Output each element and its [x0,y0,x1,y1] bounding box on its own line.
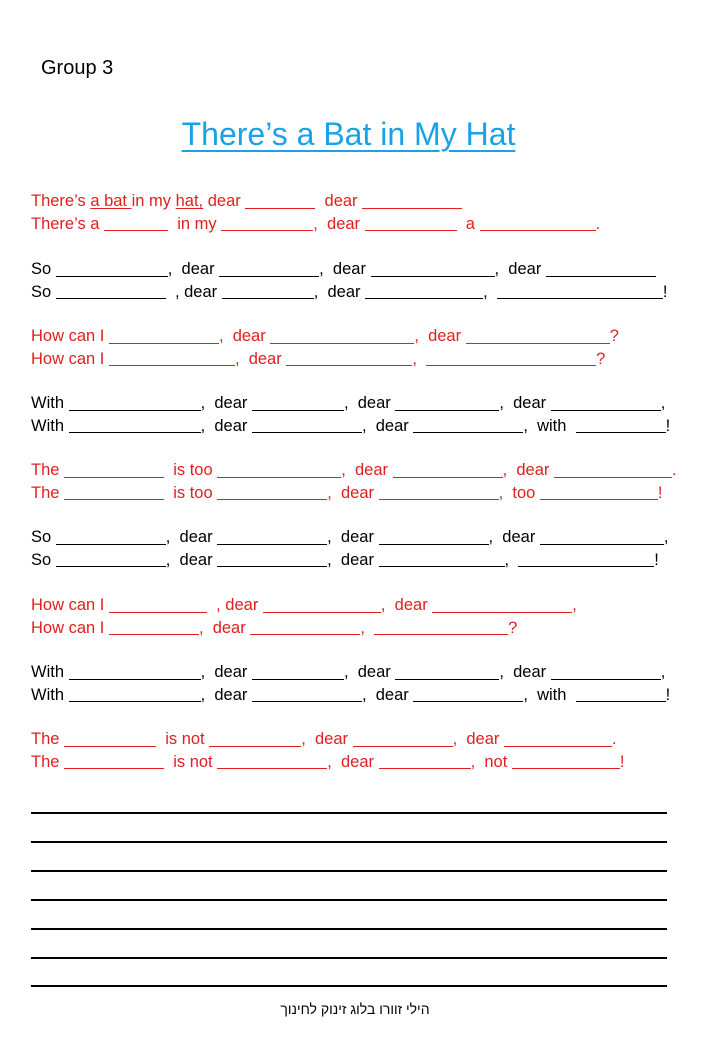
stanza [31,459,691,504]
poem-line [31,684,691,707]
fill-in-blank[interactable] [109,617,199,635]
line-text: , [360,618,375,637]
line-text: a [456,214,480,233]
line-text: , dear [327,752,379,771]
poem-line [31,348,691,371]
writing-line[interactable] [31,812,667,814]
fill-in-blank[interactable] [270,326,414,344]
fill-in-blank[interactable] [252,684,362,702]
line-text: ? [609,327,619,345]
line-text: ? [596,349,606,368]
line-text: , dear [200,685,252,704]
stanza [31,661,691,706]
line-text: , dear [165,282,222,301]
fill-in-blank[interactable] [379,482,499,500]
line-text: With [31,394,69,412]
line-text: , dear [502,461,554,479]
fill-in-blank[interactable] [480,213,596,231]
poem-line [31,213,691,236]
poem-line [31,258,691,281]
line-text: , dear [327,550,379,569]
line-text: , dear [494,260,546,278]
line-text: ! [654,550,659,569]
fill-in-blank[interactable] [56,259,168,277]
fill-in-blank[interactable] [263,595,381,613]
fill-in-blank[interactable] [546,259,656,277]
stanza [31,258,691,303]
line-text: , dear [341,461,393,479]
line-text: So [31,528,56,546]
fill-in-blank[interactable] [512,751,620,769]
line-text: , dear [218,327,271,345]
poem-line [31,549,691,572]
line-text: ! [665,685,671,704]
writing-line[interactable] [31,870,667,872]
line-text: , [663,528,669,546]
line-text: , dear [313,214,365,233]
line-text: ! [665,416,671,435]
fill-in-blank[interactable] [69,415,201,433]
fill-in-blank[interactable] [379,527,489,545]
line-text: The [31,730,65,748]
fill-in-blank[interactable] [362,191,462,209]
line-text: is not [156,730,210,748]
fill-in-blank[interactable] [353,729,453,747]
underlined-word: hat, [175,192,204,210]
fill-in-blank[interactable] [413,415,523,433]
line-text: , [572,596,577,614]
line-text: in my [168,214,222,233]
fill-in-blank[interactable] [540,482,658,500]
line-text: How can I [31,327,109,345]
fill-in-blank[interactable] [219,259,319,277]
fill-in-blank[interactable] [395,393,499,411]
poem-line [31,325,691,348]
line-text: ? [508,618,518,637]
line-text: , [660,394,666,412]
line-text: , dear [206,596,263,614]
fill-in-blank[interactable] [222,281,314,299]
fill-in-blank[interactable] [466,326,610,344]
poem-line [31,617,691,640]
line-text: , dear [200,663,252,681]
line-text: , dear [488,528,540,546]
fill-in-blank[interactable] [56,527,166,545]
stanza [31,392,691,437]
fill-in-blank[interactable] [576,684,666,702]
line-text: . [671,461,677,479]
line-text: , [412,349,427,368]
fill-in-blank[interactable] [69,662,201,680]
fill-in-blank[interactable] [374,617,508,635]
poem-line [31,415,691,438]
line-text: With [31,685,69,704]
fill-in-blank[interactable] [497,281,663,299]
worksheet-title: There’s a Bat in My Hat [181,116,516,152]
writing-line[interactable] [31,899,667,901]
underlined-word: a bat [90,192,132,210]
fill-in-blank[interactable] [371,259,495,277]
line-text: , dear [452,730,504,748]
fill-in-blank[interactable] [379,549,505,567]
fill-in-blank[interactable] [365,213,457,231]
line-text: in my [131,192,176,210]
fill-in-blank[interactable] [221,213,313,231]
line-text: . [595,214,601,233]
line-text: , dear [165,528,218,546]
stanza [31,325,691,370]
writing-line[interactable] [31,985,667,987]
poem-line [31,594,691,617]
line-text: , dear [380,596,433,614]
fill-in-blank[interactable] [217,527,327,545]
poem-line [31,482,691,505]
line-text: , dear [343,394,396,412]
fill-in-blank[interactable] [69,393,201,411]
line-text: So [31,260,56,278]
line-text: With [31,416,69,435]
line-text: How can I [31,618,109,637]
writing-line[interactable] [31,928,667,930]
line-text: ! [619,752,625,771]
line-text: The [31,752,65,771]
line-text: There’s [31,192,91,210]
group-label: Group 3 [41,57,114,79]
writing-line[interactable] [31,957,667,959]
line-text: , [504,550,519,569]
fill-in-blank[interactable] [209,729,301,747]
fill-in-blank[interactable] [252,393,344,411]
line-text: , dear [200,416,252,435]
fill-in-blank[interactable] [217,751,327,769]
fill-in-blank[interactable] [286,348,412,366]
fill-in-blank[interactable] [518,549,654,567]
fill-in-blank[interactable] [56,549,166,567]
line-text: , dear [361,416,414,435]
line-text: dear [203,192,246,210]
fill-in-blank[interactable] [576,415,666,433]
line-text: , dear [200,394,252,412]
footer-credit: הילי זוורו בלוג זינוק לחינוך [280,1001,430,1017]
fill-in-blank[interactable] [217,549,327,567]
fill-in-blank[interactable] [379,751,471,769]
poem-line [31,392,691,415]
fill-in-blank[interactable] [554,460,672,478]
fill-in-blank[interactable] [109,348,235,366]
fill-in-blank[interactable] [395,662,499,680]
line-text: There’s a [31,214,105,233]
poem-line [31,526,691,549]
fill-in-blank[interactable] [56,281,166,299]
line-text: , with [523,685,576,704]
line-text: ! [662,282,668,301]
line-text: , dear [414,327,466,345]
stanza [31,594,691,639]
fill-in-blank[interactable] [69,684,201,702]
fill-in-blank[interactable] [64,729,156,747]
poem-line [31,728,691,751]
line-text: , dear [327,528,379,546]
line-text: , [483,282,497,301]
fill-in-blank[interactable] [104,213,168,231]
fill-in-blank[interactable] [551,393,661,411]
fill-in-blank[interactable] [540,527,664,545]
fill-in-blank[interactable] [252,415,362,433]
fill-in-blank[interactable] [365,281,483,299]
fill-in-blank[interactable] [426,348,596,366]
fill-in-blank[interactable] [109,595,207,613]
fill-in-blank[interactable] [551,662,661,680]
line-text: , dear [361,685,414,704]
fill-in-blank[interactable] [413,684,523,702]
line-text: , dear [234,349,287,368]
line-text: The [31,461,65,479]
line-text: , dear [167,260,220,278]
line-text: , with [523,416,576,435]
stanza [31,190,691,235]
fill-in-blank[interactable] [393,460,503,478]
stanza [31,526,691,571]
line-text: , [660,663,666,681]
line-text: , dear [343,663,396,681]
line-text: How can I [31,349,109,368]
fill-in-blank[interactable] [432,595,572,613]
line-text: ! [657,483,663,502]
line-text: , dear [499,663,551,681]
fill-in-blank[interactable] [217,482,327,500]
line-text: . [611,730,617,748]
line-text: , dear [499,394,551,412]
line-text: is too [164,461,218,479]
line-text: , dear [319,260,371,278]
fill-in-blank[interactable] [245,191,315,209]
writing-line[interactable] [31,841,667,843]
line-text: How can I [31,596,109,614]
line-text: The [31,483,65,502]
stanza [31,728,691,773]
line-text: So [31,550,56,569]
fill-in-blank[interactable] [250,617,360,635]
fill-in-blank[interactable] [252,662,344,680]
fill-in-blank[interactable] [64,460,164,478]
line-text: , not [470,752,512,771]
line-text: So [31,282,56,301]
line-text: , dear [301,730,353,748]
fill-in-blank[interactable] [504,729,612,747]
poem-line [31,190,691,213]
fill-in-blank[interactable] [64,751,164,769]
fill-in-blank[interactable] [217,460,341,478]
poem-line [31,661,691,684]
fill-in-blank[interactable] [109,326,219,344]
fill-in-blank[interactable] [64,482,164,500]
line-text: dear [315,192,363,210]
line-text: With [31,663,69,681]
poem-line [31,459,691,482]
line-text: , dear [327,483,379,502]
poem-line [31,281,691,304]
poem-line [31,751,691,774]
line-text: is too [164,483,218,502]
line-text: , too [498,483,540,502]
line-text: , dear [313,282,366,301]
line-text: is not [164,752,218,771]
line-text: , dear [165,550,218,569]
line-text: , dear [198,618,251,637]
